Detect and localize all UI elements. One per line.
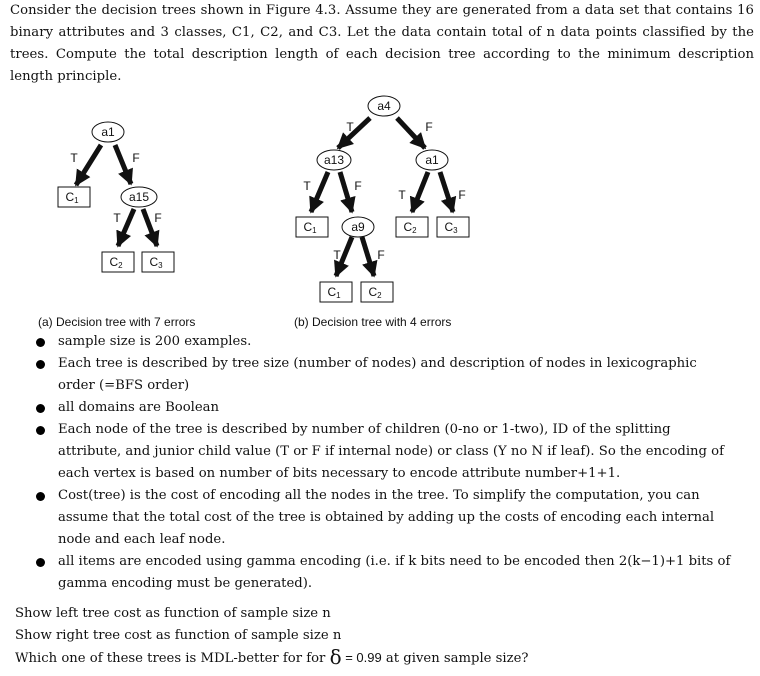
tree-a-root-right-edge: F xyxy=(132,151,140,165)
tree-a-leaf-c1-label: C1 xyxy=(65,190,79,205)
tree-b-caption: (b) Decision tree with 4 errors xyxy=(294,315,452,329)
tree-b-a1-left-edge: T xyxy=(398,188,406,202)
list-item: sample size is 200 examples. xyxy=(0,331,760,353)
tree-b-a13-left-edge: T xyxy=(303,179,311,193)
question-right-tree-cost: Show right tree cost as function of sample size n xyxy=(15,628,342,643)
tree-b-root-right-edge: F xyxy=(425,120,433,134)
tree-a-root-label: a1 xyxy=(101,125,115,139)
bullet-icon xyxy=(36,558,45,567)
tree-b-a9-left-edge: T xyxy=(333,248,341,262)
bullet-icon xyxy=(36,404,45,413)
tree-b-root-label: a4 xyxy=(377,99,391,113)
tree-a-a15-label: a15 xyxy=(128,190,150,204)
tree-a-leaf-c2-label: C2 xyxy=(109,255,123,270)
question-mdl-better: Which one of these trees is MDL-better for for δ = 0.99 at given sample size? xyxy=(15,645,529,669)
bullet-icon xyxy=(36,338,45,347)
bullet-icon xyxy=(36,492,45,501)
list-item: all items are encoded using gamma encoding (i.e. if k bits need to be encoded then 2(k−1)+1 bits of gamma encoding must be generated). xyxy=(0,551,760,595)
bullet-icon xyxy=(36,426,45,435)
tree-b-leaf-a9-c2-label: C2 xyxy=(368,285,382,300)
tree-a-a15-right-edge: F xyxy=(154,211,162,225)
assumptions-list xyxy=(0,331,760,595)
tree-b-a13-label: a13 xyxy=(323,153,345,167)
tree-b-a1-label: a1 xyxy=(425,153,439,167)
tree-b-a1-right-edge: F xyxy=(458,188,466,202)
tree-b-leaf-a1-c3-label: C3 xyxy=(444,220,458,235)
list-item: Each tree is described by tree size (number of nodes) and description of nodes in lexicographic order (=BFS order) xyxy=(0,353,760,397)
tree-b-leaf-a13-c1-label: C1 xyxy=(303,220,317,235)
tree-a-caption: (a) Decision tree with 7 errors xyxy=(38,315,196,329)
list-item: Each node of the tree is described by number of children (0-no or 1-two), ID of the splitting attribute, and junior child value (T or F if internal node) or class (Y no N if leaf). So the encoding of each vertex is based on number of bits necessary to encode attribute number+1+1. xyxy=(0,419,760,485)
problem-intro: Consider the decision trees shown in Figure 4.3. Assume they are generated from a data set that contains 16 binary attributes and 3 classes, C1, C2, and C3. Let the data contain total of n data points classified by the trees. Compute the total description length of each decision tree according to the minimum description length principle. xyxy=(10,3,754,84)
tree-b-a9-label: a9 xyxy=(351,220,365,234)
tree-b-a9-right-edge: F xyxy=(377,248,385,262)
list-item: all domains are Boolean xyxy=(0,397,760,419)
tree-b-leaf-a1-c2-label: C2 xyxy=(403,220,417,235)
tree-a-a15-left-edge: T xyxy=(113,211,121,225)
decision-trees-figure xyxy=(0,94,760,330)
tree-b-root-left-edge: T xyxy=(346,120,354,134)
list-item: Cost(tree) is the cost of encoding all the nodes in the tree. To simplify the computation, you can assume that the total cost of the tree is obtained by adding up the costs of encoding each internal node and each leaf node. xyxy=(0,485,760,551)
question-left-tree-cost: Show left tree cost as function of sample size n xyxy=(15,606,331,621)
tree-b-a13-right-edge: F xyxy=(354,179,362,193)
tree-b-leaf-a9-c1-label: C1 xyxy=(327,285,341,300)
tree-a-root-left-edge: T xyxy=(70,151,78,165)
bullet-icon xyxy=(36,360,45,369)
delta-symbol: δ xyxy=(329,645,342,669)
tree-a-leaf-c3-label: C3 xyxy=(149,255,163,270)
